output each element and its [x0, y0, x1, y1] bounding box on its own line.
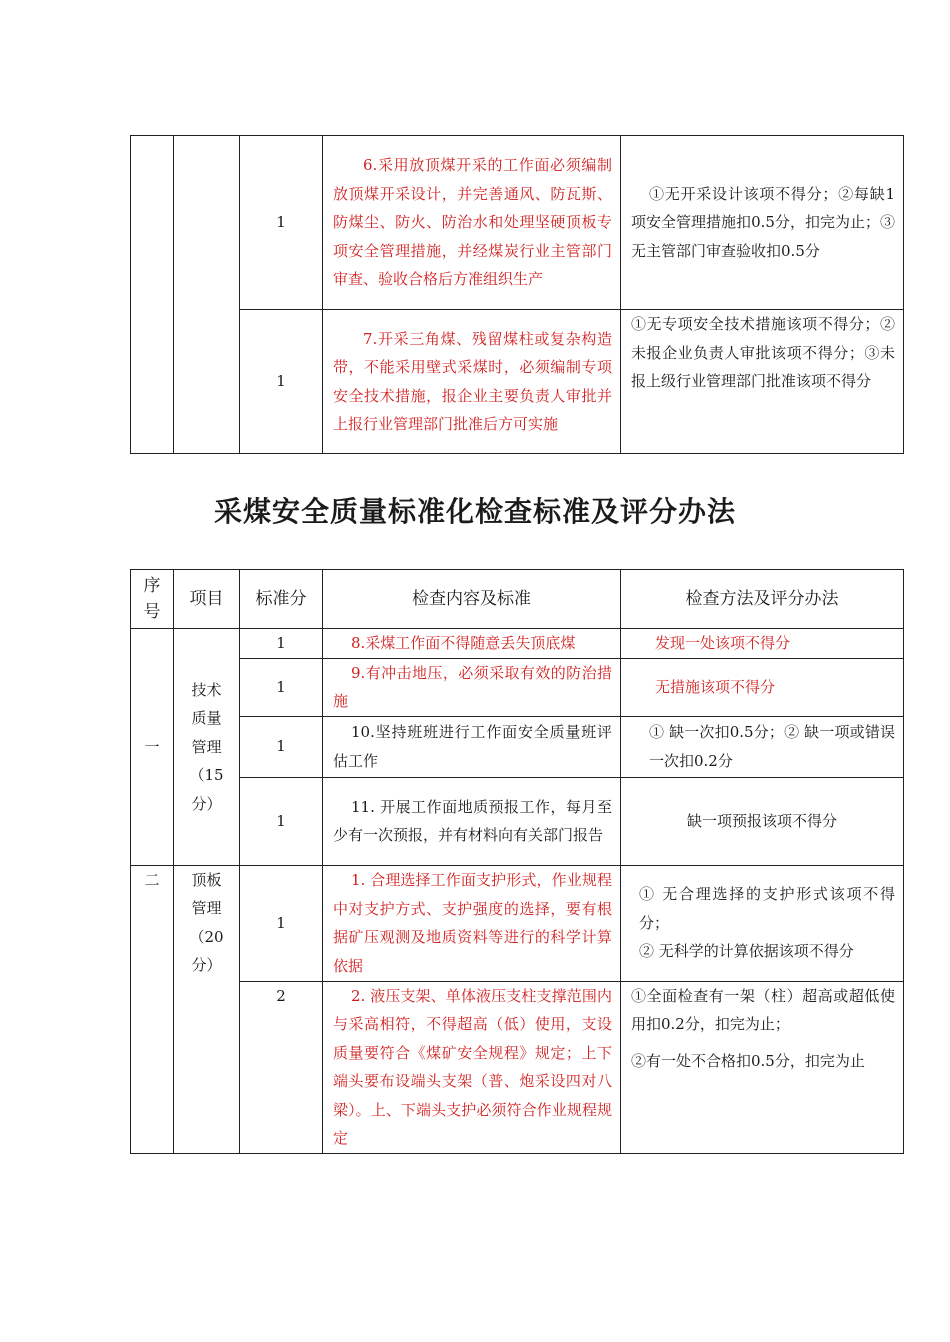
content-cell: 7.开采三角煤、残留煤柱或复杂构造带，不能采用壁式采煤时，必须编制专项安全技术措施，报企业主要负责人审批并上报行业管理部门批准后方可实施: [323, 310, 621, 454]
score-cell: 1: [240, 629, 323, 659]
score-cell: 1: [240, 136, 323, 310]
content-cell: 11. 开展工作面地质预报工作，每月至少有一次预报，并有材料向有关部门报告: [323, 777, 621, 865]
header-seq: 序号: [131, 570, 174, 629]
content-cell: 8.采煤工作面不得随意丢失顶底煤: [323, 629, 621, 659]
continued-table: [130, 135, 904, 454]
method-part: ①全面检查有一架（柱）超高或超低使用扣0.2分，扣完为止；: [631, 986, 895, 1033]
section-seq: 二: [131, 865, 174, 1153]
method-cell: [621, 981, 904, 1153]
score-cell: 2: [240, 981, 323, 1153]
score-cell: 1: [240, 658, 323, 716]
header-row: [131, 570, 904, 629]
seq-cell: [131, 136, 174, 454]
content-cell: 9.有冲击地压，必须采取有效的防治措施: [323, 658, 621, 716]
table-row: [131, 716, 904, 777]
header-item: 项目: [174, 570, 240, 629]
scoring-table: [130, 569, 904, 1154]
method-cell: 无措施该项不得分: [621, 658, 904, 716]
method-cell: ①无开采设计该项不得分；②每缺1项安全管理措施扣0.5分，扣完为止；③无主管部门审查验收扣0.5分: [621, 136, 904, 310]
content-cell: 10.坚持班班进行工作面安全质量班评估工作: [323, 716, 621, 777]
content-cell: 2. 液压支架、单体液压支柱支撑范围内与采高相符，不得超高（低）使用，支设质量要符合《煤矿安全规程》规定；上下端头要布设端头支架（普、炮采设四对八梁）。上、下端头支护必须符合作业规程规定: [323, 981, 621, 1153]
method-cell: ①无专项安全技术措施该项不得分；②未报企业负责人审批该项不得分；③未报上级行业管理部门批准该项不得分: [621, 310, 904, 454]
section-item: 顶板管理（20分）: [174, 865, 240, 1153]
table-row: [131, 865, 904, 981]
score-cell: 1: [240, 777, 323, 865]
table-row: [131, 981, 904, 1153]
table-row: [131, 136, 904, 310]
page-title: 采煤安全质量标准化检查标准及评分办法: [213, 495, 736, 528]
method-part: ① 无合理选择的支护形式该项不得分；: [639, 885, 895, 932]
method-part: ②有一处不合格扣0.5分，扣完为止: [631, 1051, 865, 1070]
method-cell: 缺一项预报该项不得分: [621, 777, 904, 865]
header-content: 检查内容及标准: [323, 570, 621, 629]
table-row: [131, 310, 904, 454]
header-score: 标准分: [240, 570, 323, 629]
score-cell: 1: [240, 865, 323, 981]
header-method: 检查方法及评分办法: [621, 570, 904, 629]
section-item: 技术质量管理（15分）: [174, 629, 240, 866]
table-row: [131, 777, 904, 865]
table-row: [131, 629, 904, 659]
item-cell: [174, 136, 240, 454]
score-cell: 1: [240, 310, 323, 454]
section-seq: 一: [131, 629, 174, 866]
score-cell: 1: [240, 716, 323, 777]
content-cell: 1. 合理选择工作面支护形式，作业规程中对支护方式、支护强度的选择，要有根据矿压观测及地质资料等进行的科学计算依据: [323, 865, 621, 981]
content-cell: 6.采用放顶煤开采的工作面必须编制放顶煤开采设计，并完善通风、防瓦斯、防煤尘、防火、防治水和处理坚硬顶板专项安全管理措施，并经煤炭行业主管部门审查、验收合格后方准组织生产: [323, 136, 621, 310]
method-cell: [621, 865, 904, 981]
table-row: [131, 658, 904, 716]
method-cell: ① 缺一次扣0.5分；② 缺一项或错误一次扣0.2分: [621, 716, 904, 777]
method-cell: 发现一处该项不得分: [621, 629, 904, 659]
method-part: ② 无科学的计算依据该项不得分: [639, 942, 854, 961]
